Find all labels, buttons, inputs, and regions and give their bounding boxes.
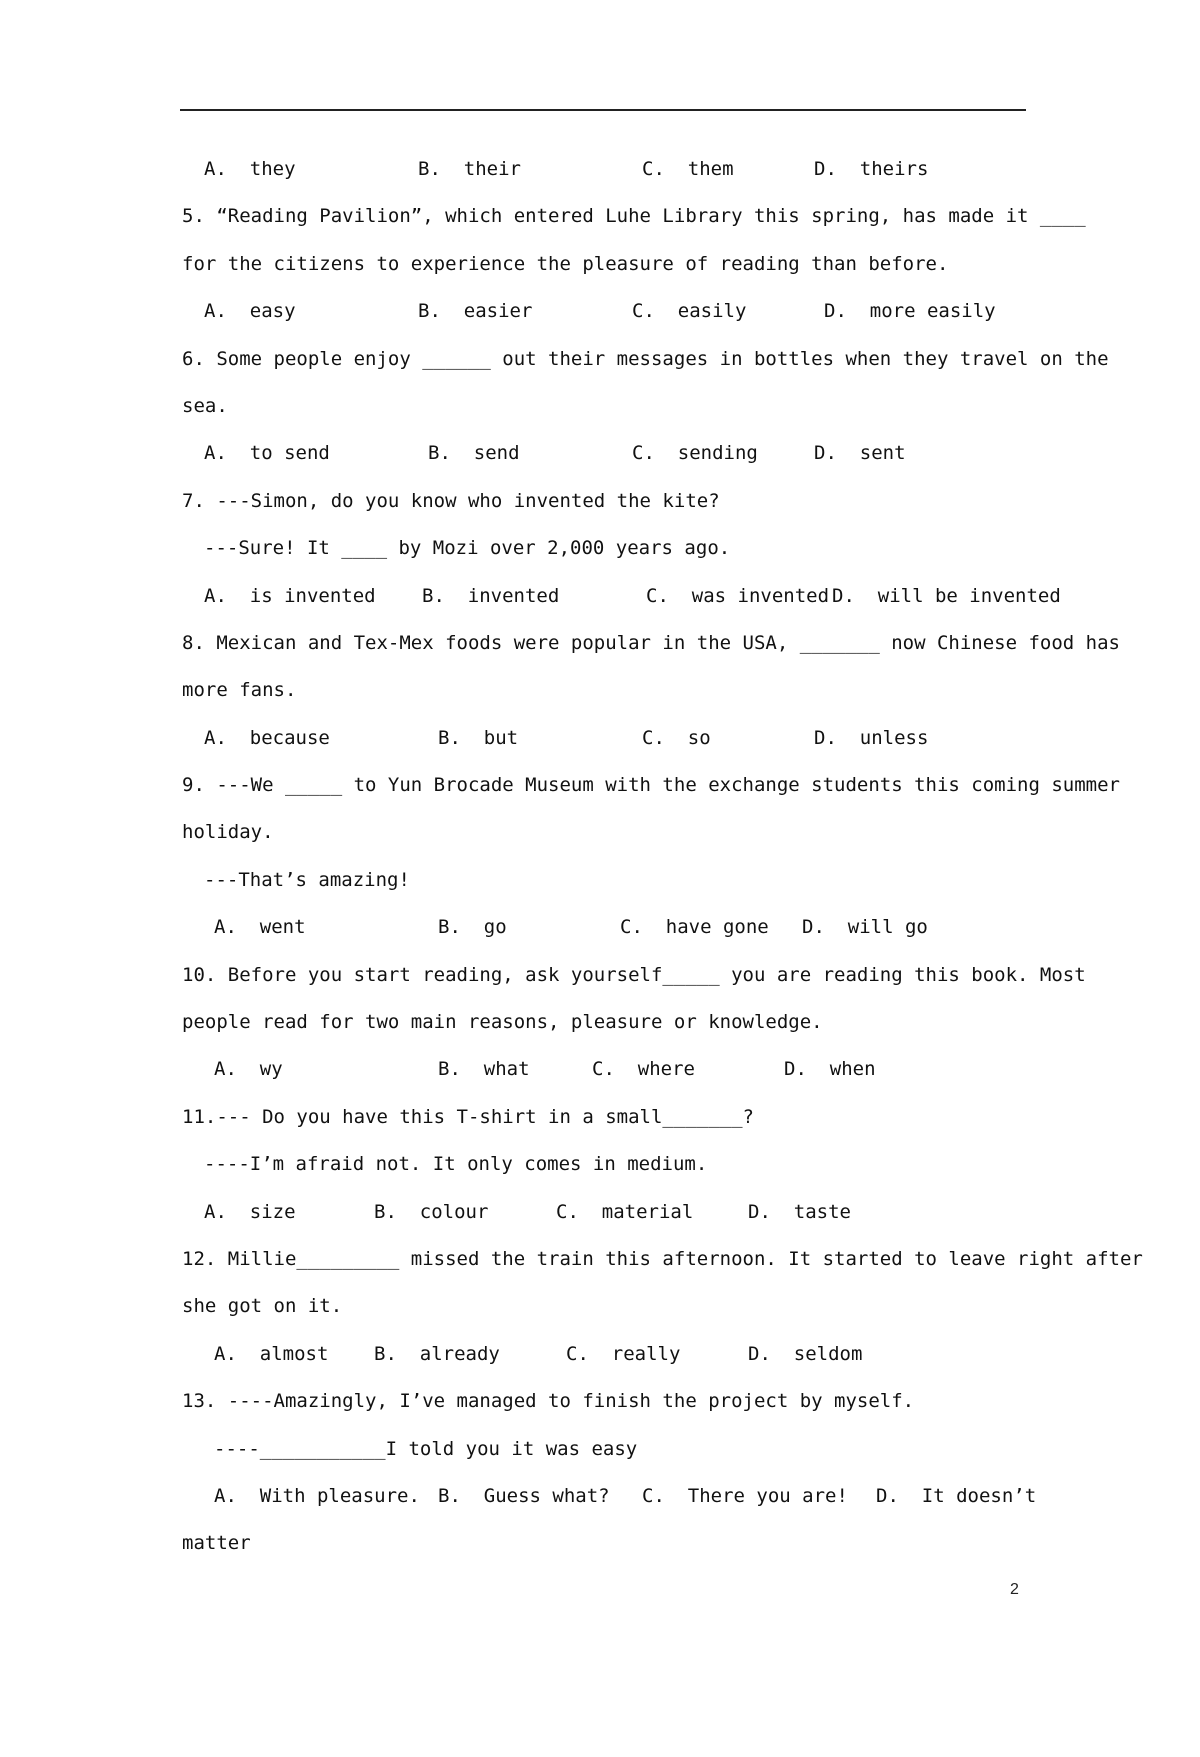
q8-options <box>182 715 1026 762</box>
q7-option-a: A. is invented <box>204 584 376 607</box>
q6-options <box>182 430 1026 477</box>
q9-option-d: D. will go <box>802 916 928 939</box>
q7-option-c: C. was invented <box>646 584 830 607</box>
q5-option-d: D. more easily <box>824 300 996 323</box>
header-rule <box>180 109 1026 111</box>
q10-stem-line-1: 10. Before you start reading, ask yourself_____ you are reading this book. Most <box>182 963 1086 986</box>
q6-stem-line-1: 6. Some people enjoy ______ out their messages in bottles when they travel on the <box>182 347 1109 370</box>
q5-option-b: B. easier <box>418 300 533 323</box>
q10-option-a: A. wy <box>214 1058 283 1081</box>
q4-option-c: C. them <box>642 158 734 180</box>
q13-stem-line-1: 13. ----Amazingly, I’ve managed to finish the project by myself. <box>182 1390 915 1413</box>
q13-stem-line-2: ----___________I told you it was easy <box>214 1437 638 1460</box>
q5-option-c: C. easily <box>632 300 747 323</box>
q12-option-d: D. seldom <box>748 1342 863 1365</box>
q12-option-c: C. really <box>566 1342 681 1365</box>
q8-stem-line-2: more fans. <box>182 679 297 702</box>
q10-stem-line-2: people read for two main reasons, pleasure or knowledge. <box>182 1011 823 1034</box>
q9-stem-line-1: 9. ---We _____ to Yun Brocade Museum with the exchange students this coming summer <box>182 774 1120 797</box>
q8-option-d: D. unless <box>814 726 929 749</box>
q8-option-b: B. but <box>438 726 519 749</box>
q12-option-a: A. almost <box>214 1342 329 1365</box>
q11-option-b: B. colour <box>374 1200 489 1223</box>
q8-option-a: A. because <box>204 726 330 749</box>
q12-option-b: B. already <box>374 1342 500 1365</box>
q9-stem-line-3: ---That’s amazing! <box>204 868 410 891</box>
q5-option-a: A. easy <box>204 300 296 323</box>
q6-option-a: A. to send <box>204 442 330 465</box>
q9-stem-line-2: holiday. <box>182 821 274 844</box>
q4-option-a: A. they <box>204 158 296 180</box>
q11-options <box>182 1189 1026 1236</box>
q12-stem-line-2: she got on it. <box>182 1295 343 1318</box>
page-number: 2 <box>1010 1581 1019 1598</box>
q11-option-c: C. material <box>556 1200 694 1223</box>
q5-stem-line-2: for the citizens to experience the pleasure of reading than before. <box>182 252 949 275</box>
q13-options <box>182 1473 1037 1520</box>
q7-options <box>182 573 1061 620</box>
q6-option-b: B. send <box>428 442 520 465</box>
q11-stem-line-1: 11.--- Do you have this T-shirt in a small_______? <box>182 1105 754 1128</box>
q10-option-d: D. when <box>784 1058 876 1081</box>
q5-stem-line-1: 5. “Reading Pavilion”, which entered Luhe Library this spring, has made it ____ <box>182 205 1086 228</box>
q5-options <box>182 288 1026 335</box>
question-list <box>182 146 1143 1568</box>
q6-option-d: D. sent <box>814 442 906 465</box>
q11-option-a: A. size <box>204 1200 296 1223</box>
q7-option-d: D. will be invented <box>832 584 1061 607</box>
q10-options <box>182 1046 1026 1093</box>
q13-option-c: C. There you are! <box>642 1484 848 1507</box>
q13-stem-line-3: matter <box>182 1532 251 1555</box>
q7-stem-line-1: 7. ---Simon, do you know who invented the kite? <box>182 489 720 512</box>
q9-option-b: B. go <box>438 916 507 939</box>
q8-option-c: C. so <box>642 726 711 749</box>
q10-option-c: C. where <box>592 1058 695 1081</box>
q11-stem-line-2: ----I’m afraid not. It only comes in medium. <box>204 1153 708 1176</box>
q6-stem-line-2: sea. <box>182 394 228 417</box>
q10-option-b: B. what <box>438 1058 530 1081</box>
q6-option-c: C. sending <box>632 442 758 465</box>
q13-option-a: A. With pleasure. <box>214 1484 420 1507</box>
q13-option-b: B. Guess what? <box>438 1484 610 1507</box>
q7-option-b: B. invented <box>422 584 560 607</box>
q12-options <box>182 1331 1026 1378</box>
q4-option-d: D. theirs <box>814 158 929 180</box>
q11-option-d: D. taste <box>748 1200 851 1223</box>
q12-stem-line-1: 12. Millie_________ missed the train this afternoon. It started to leave right after <box>182 1247 1143 1270</box>
q4-option-b: B. their <box>418 158 521 180</box>
q4-options <box>182 146 1026 193</box>
q7-stem-line-2: ---Sure! It ____ by Mozi over 2,000 years ago. <box>204 537 731 560</box>
q8-stem-line-1: 8. Mexican and Tex-Mex foods were popular in the USA, _______ now Chinese food has <box>182 631 1120 654</box>
q9-option-a: A. went <box>214 916 306 939</box>
q9-options <box>182 904 1026 951</box>
q13-option-d: D. It doesn’t <box>876 1484 1037 1507</box>
q9-option-c: C. have gone <box>620 916 769 939</box>
